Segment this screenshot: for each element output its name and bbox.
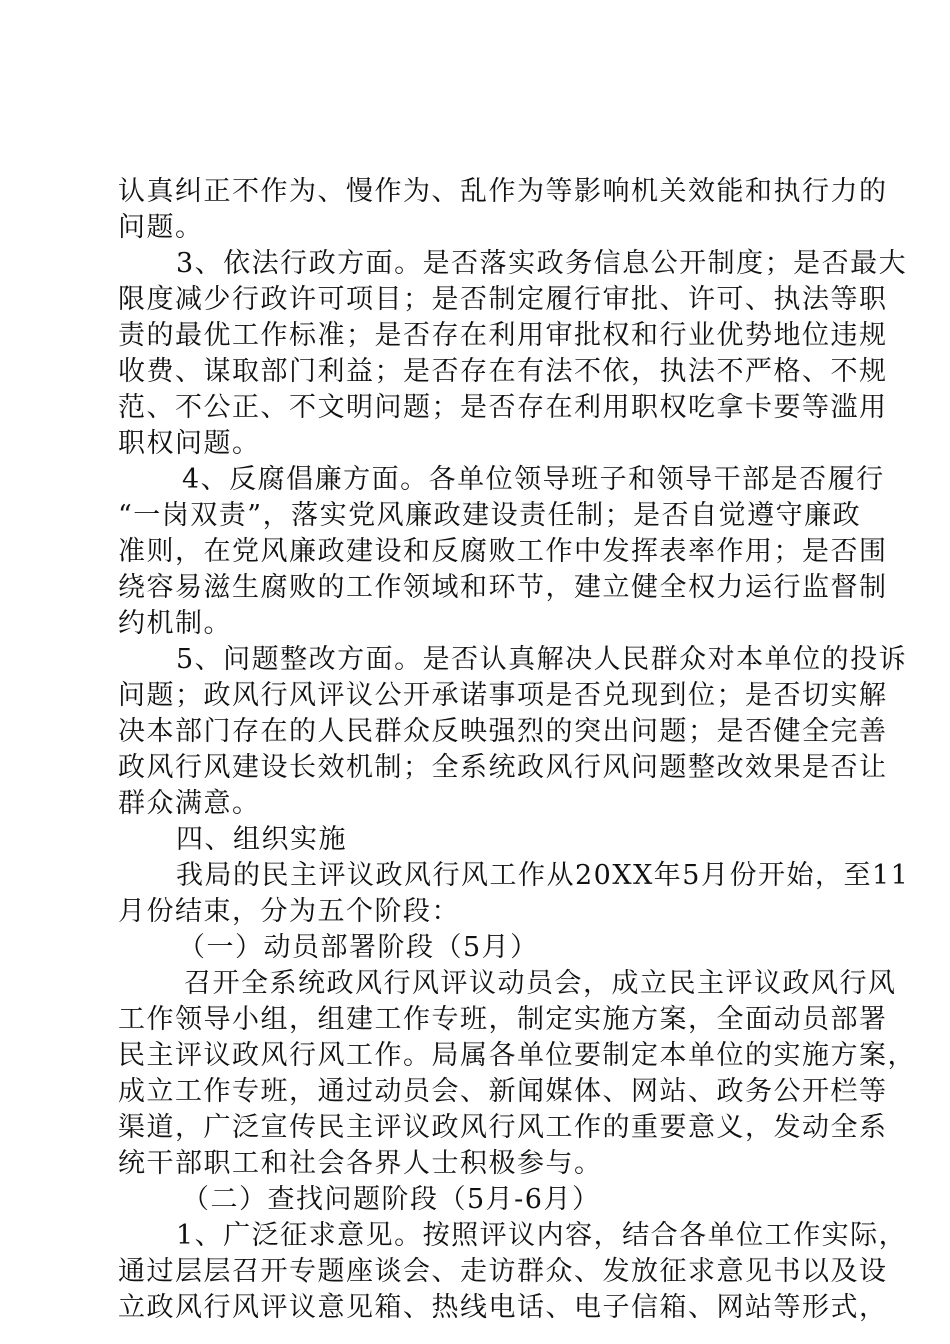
text-line: 渠道，广泛宣传民主评议政风行风工作的重要意义，发动全系 <box>118 1112 888 1143</box>
text-line: 群众满意。 <box>118 788 261 819</box>
text-line: “一岗双责”，落实党风廉政建设责任制；是否自觉遵守廉政 <box>118 500 862 531</box>
subsection-heading: （一）动员部署阶段（5月） <box>178 932 539 963</box>
text-line: 月份结束，分为五个阶段： <box>118 896 460 927</box>
subsection-heading: （二）查找问题阶段（5月-6月） <box>182 1184 601 1215</box>
text-line: 召开全系统政风行风评议动员会，成立民主评议政风行风 <box>184 968 897 999</box>
section-heading: 四、组织实施 <box>176 824 347 855</box>
text-line: 立政风行风评议意见箱、热线电话、电子信箱、网站等形式， <box>118 1292 888 1323</box>
text-line: 成立工作专班，通过动员会、新闻媒体、网站、政务公开栏等 <box>118 1076 888 1107</box>
text-line: 范、不公正、不文明问题；是否存在利用职权吃拿卡要等滥用 <box>118 392 888 423</box>
text-line: 4、反腐倡廉方面。各单位领导班子和领导干部是否履行 <box>182 464 885 495</box>
text-line: 统干部职工和社会各界人士积极参与。 <box>118 1148 603 1179</box>
text-line: 问题。 <box>118 212 204 243</box>
text-line: 绕容易滋生腐败的工作领域和环节，建立健全权力运行监督制 <box>118 572 888 603</box>
text-line: 限度减少行政许可项目；是否制定履行审批、许可、执法等职 <box>118 284 888 315</box>
text-line: 准则，在党风廉政建设和反腐败工作中发挥表率作用；是否围 <box>118 536 888 567</box>
text-line: 通过层层召开专题座谈会、走访群众、发放征求意见书以及设 <box>118 1256 888 1287</box>
text-line: 3、依法行政方面。是否落实政务信息公开制度；是否最大 <box>176 248 908 279</box>
text-line: 职权问题。 <box>118 428 261 459</box>
text-line: 5、问题整改方面。是否认真解决人民群众对本单位的投诉 <box>176 644 908 675</box>
text-line: 收费、谋取部门利益；是否存在有法不依，执法不严格、不规 <box>118 356 888 387</box>
text-line: 决本部门存在的人民群众反映强烈的突出问题；是否健全完善 <box>118 716 888 747</box>
text-line: 1、广泛征求意见。按照评议内容，结合各单位工作实际， <box>176 1220 908 1251</box>
text-line: 约机制。 <box>118 608 232 639</box>
text-line: 政风行风建设长效机制；全系统政风行风问题整改效果是否让 <box>118 752 888 783</box>
text-line: 认真纠正不作为、慢作为、乱作为等影响机关效能和执行力的 <box>118 176 888 207</box>
text-line: 责的最优工作标准；是否存在利用审批权和行业优势地位违规 <box>118 320 888 351</box>
text-line: 民主评议政风行风工作。局属各单位要制定本单位的实施方案， <box>118 1040 916 1071</box>
text-line: 我局的民主评议政风行风工作从20XX年5月份开始，至11 <box>176 860 910 891</box>
text-line: 工作领导小组，组建工作专班，制定实施方案，全面动员部署 <box>118 1004 888 1035</box>
text-line: 问题；政风行风评议公开承诺事项是否兑现到位；是否切实解 <box>118 680 888 711</box>
